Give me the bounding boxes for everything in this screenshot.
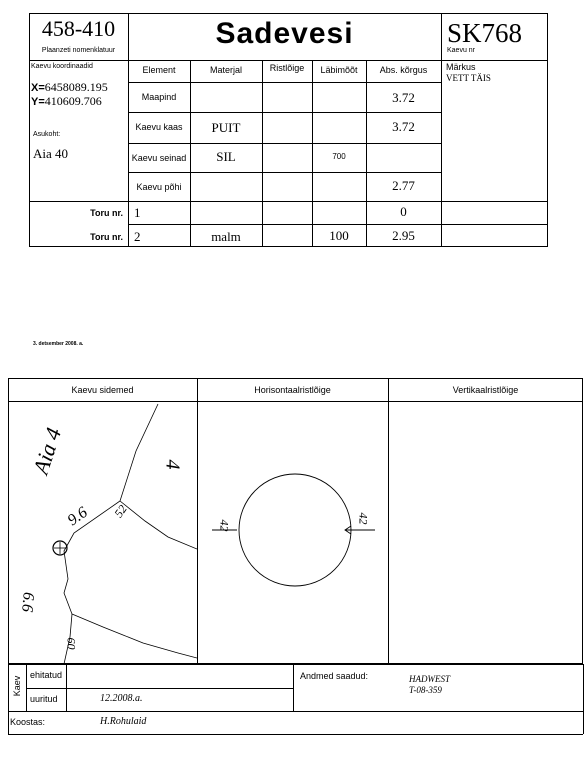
coordinate-y-value: 410609.706: [44, 94, 102, 108]
pipe-label: Toru nr.: [90, 208, 123, 218]
col-element: Element: [142, 65, 176, 75]
pipe-number: 2: [134, 229, 141, 244]
coordinate-x: [31, 80, 108, 95]
hand-note-4: 4: [161, 459, 184, 470]
author-label: Koostas:: [10, 717, 46, 727]
hand-note-angle-2: 60: [64, 637, 79, 650]
row-diameter: 700: [332, 152, 346, 161]
col-section: Ristlõige: [269, 63, 305, 73]
row-material: PUIT: [211, 120, 241, 135]
row-height: 3.72: [392, 90, 415, 105]
data-source-label: Andmed saadud:: [300, 671, 369, 681]
col-diameter: Läbimõõt: [320, 65, 358, 75]
panel-title-connections: Kaevu sidemed: [71, 385, 134, 395]
col-material: Materjal: [209, 65, 242, 75]
pipe-label: Toru nr.: [90, 232, 123, 242]
author-value: H.Rohulaid: [100, 716, 147, 727]
horizontal-section-sketch: [197, 401, 388, 664]
data-source-code: T-08-359: [409, 685, 442, 695]
remarks-label: Märkus: [446, 62, 476, 72]
surveyed-label: uuritud: [30, 694, 58, 704]
footer-side-label: Kaev: [12, 675, 22, 697]
panel-title-vertical: Vertikaalristlõige: [452, 385, 519, 395]
pipe-height: 0: [400, 204, 407, 219]
pipe-number: 1: [134, 205, 141, 220]
coordinates-label: Kaevu koordinaadid: [31, 63, 93, 70]
row-element: Kaevu põhi: [136, 182, 182, 192]
sheet-code-label: Plaanzeti nomenklatuur: [41, 47, 116, 54]
row-height: 3.72: [392, 119, 415, 134]
coordinate-x-label: X=: [31, 82, 45, 94]
hand-note-distance-2: 6.6: [18, 591, 37, 613]
well-id-label: Kaevu nr: [447, 47, 476, 54]
page-title: Sadevesi: [215, 17, 354, 50]
hand-note-pipe-in: 42: [217, 519, 232, 532]
coordinate-y-label: Y=: [31, 96, 45, 108]
surveyed-value: 12.2008.a.: [100, 693, 143, 704]
coordinate-y: [31, 94, 102, 109]
col-height: Abs. kõrgus: [379, 65, 428, 75]
hand-note-distance-1: 9.6: [64, 503, 91, 530]
row-element: Kaevu kaas: [135, 122, 183, 132]
panel-title-horizontal: Horisontaalristlõige: [254, 385, 331, 395]
hand-note-angle-1: 52: [111, 502, 130, 521]
row-element: Maapind: [141, 92, 177, 102]
data-source-company: HADWEST: [409, 674, 450, 684]
pipe-material: malm: [211, 229, 241, 244]
coordinate-x-value: 6458089.195: [44, 80, 108, 94]
pipe-height: 2.95: [392, 228, 415, 243]
location-label: Asukoht:: [33, 131, 61, 138]
row-height: 2.77: [392, 178, 415, 193]
sheet-code: 458-410: [41, 16, 116, 41]
row-element: Kaevu seinad: [131, 153, 187, 163]
date-note: 3. detsember 2008. a.: [33, 341, 84, 347]
location-value: Aia 40: [33, 146, 69, 161]
remarks-value: VETT TÄIS: [446, 73, 491, 83]
row-material: SIL: [216, 149, 236, 164]
well-id: SK768: [447, 18, 523, 48]
built-label: ehitatud: [30, 670, 63, 680]
pipe-diameter: 100: [329, 228, 349, 243]
hand-note-street: Aia 4: [27, 424, 67, 478]
hand-note-pipe-out: 42: [356, 512, 371, 525]
